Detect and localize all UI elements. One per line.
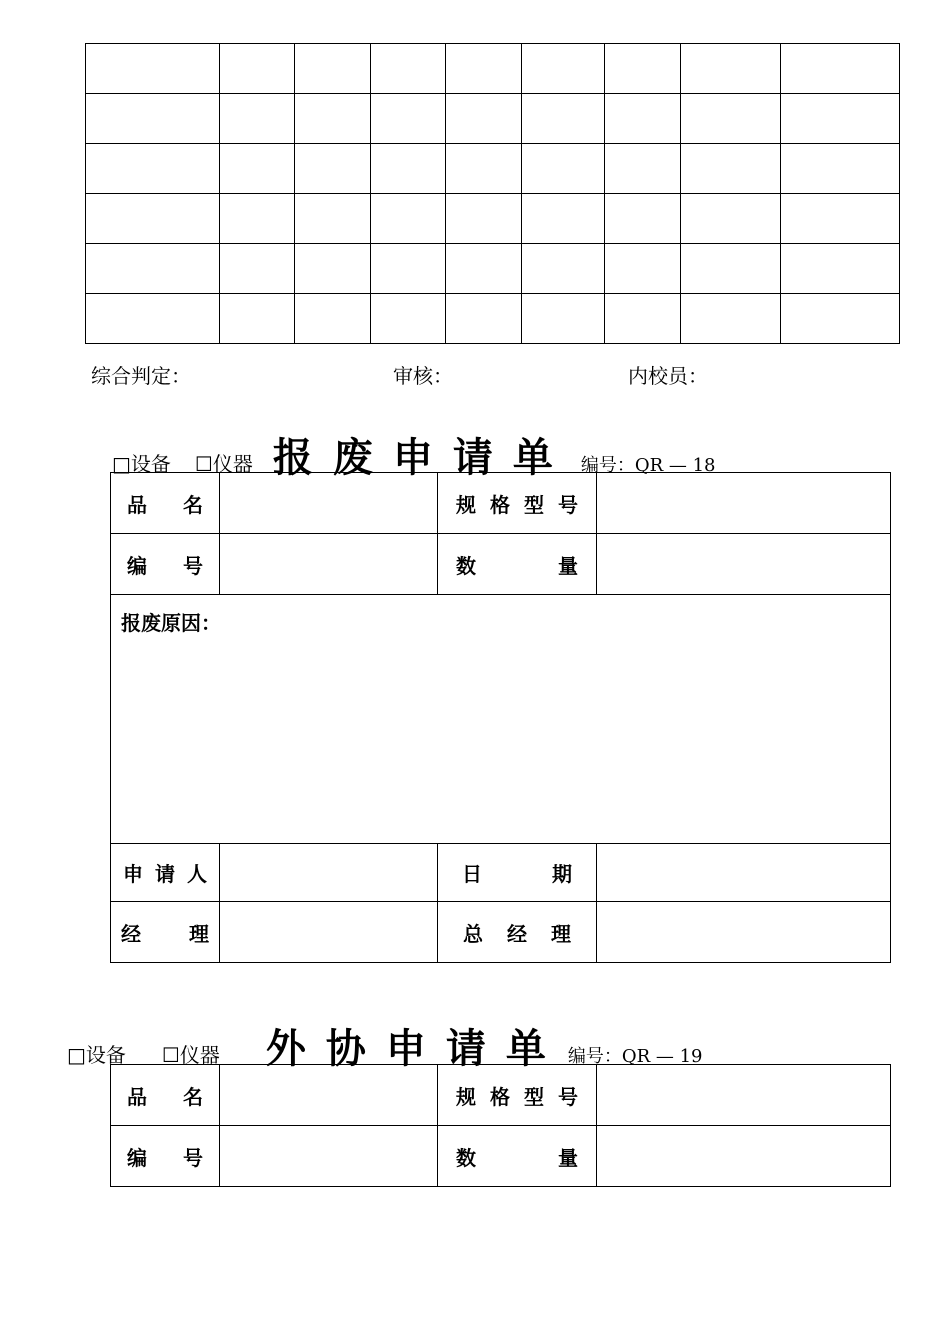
- label-char: 型: [524, 492, 544, 517]
- grid-cell[interactable]: [522, 44, 605, 94]
- grid-cell[interactable]: [295, 94, 371, 144]
- grid-cell[interactable]: [681, 144, 781, 194]
- grid-cell[interactable]: [522, 244, 605, 294]
- quantity-label-cell: [438, 1126, 597, 1187]
- grid-cell[interactable]: [522, 94, 605, 144]
- spec-value-cell[interactable]: [597, 473, 891, 534]
- grid-cell[interactable]: [295, 144, 371, 194]
- grid-cell[interactable]: [681, 244, 781, 294]
- quantity-value-cell[interactable]: [597, 1126, 891, 1187]
- grid-cell[interactable]: [86, 44, 220, 94]
- review-label: 审核：: [393, 364, 453, 388]
- label-char: 量: [558, 1145, 578, 1170]
- grid-cell[interactable]: [605, 44, 681, 94]
- grid-cell[interactable]: [86, 294, 220, 344]
- scrap-form-title: 报废申请单: [272, 434, 573, 481]
- grid-row: [86, 144, 900, 194]
- label-char: 品: [127, 492, 147, 517]
- grid-cell[interactable]: [781, 94, 900, 144]
- grid-cell[interactable]: [522, 144, 605, 194]
- grid-cell[interactable]: [446, 194, 522, 244]
- grid-cell[interactable]: [220, 94, 295, 144]
- label-char: 名: [183, 492, 203, 517]
- label-char: 名: [183, 1084, 203, 1109]
- equipment-checkbox[interactable]: □设备: [67, 1043, 126, 1067]
- grid-cell[interactable]: [371, 294, 446, 344]
- grid-cell[interactable]: [781, 294, 900, 344]
- scrap-reason-label: 报废原因：: [121, 611, 221, 635]
- grid-cell[interactable]: [681, 94, 781, 144]
- outsource-form-code: 编号：QR — 19: [567, 1046, 703, 1067]
- applicant-value-cell[interactable]: [220, 844, 438, 902]
- grid-cell[interactable]: [295, 44, 371, 94]
- label-char: 申: [123, 862, 143, 886]
- grid-cell[interactable]: [681, 294, 781, 344]
- grid-cell[interactable]: [295, 194, 371, 244]
- name-label-cell: [111, 1065, 220, 1126]
- equipment-checkbox[interactable]: □设备: [112, 452, 171, 476]
- grid-cell[interactable]: [605, 94, 681, 144]
- label-char: 号: [558, 492, 578, 517]
- grid-cell[interactable]: [522, 294, 605, 344]
- label-char: 理: [189, 921, 209, 946]
- grid-cell[interactable]: [220, 44, 295, 94]
- manager-value-cell[interactable]: [220, 902, 438, 963]
- label-char: 号: [183, 1145, 203, 1170]
- grid-cell[interactable]: [446, 44, 522, 94]
- grid-cell[interactable]: [371, 144, 446, 194]
- grid-cell[interactable]: [446, 94, 522, 144]
- date-label-cell: [438, 844, 597, 902]
- grid-row: [86, 44, 900, 94]
- grid-cell[interactable]: [220, 194, 295, 244]
- grid-cell[interactable]: [220, 244, 295, 294]
- grid-cell[interactable]: [446, 244, 522, 294]
- grid-cell[interactable]: [446, 144, 522, 194]
- grid-cell[interactable]: [86, 194, 220, 244]
- grid-cell[interactable]: [605, 144, 681, 194]
- outsource-request-form: [110, 1064, 891, 1187]
- number-label-cell: [111, 534, 220, 595]
- label-char: 规: [456, 1084, 476, 1109]
- label-char: 编: [127, 553, 147, 578]
- instrument-checkbox[interactable]: ☐仪器: [194, 452, 253, 476]
- calibrator-label: 内校员：: [628, 364, 708, 388]
- name-value-cell[interactable]: [220, 473, 438, 534]
- number-value-cell[interactable]: [220, 1126, 438, 1187]
- scrap-reason-cell[interactable]: [111, 595, 891, 844]
- grid-cell[interactable]: [446, 294, 522, 344]
- label-char: 数: [456, 1145, 476, 1170]
- grid-cell[interactable]: [681, 194, 781, 244]
- instrument-checkbox[interactable]: ☐仪器: [161, 1043, 220, 1067]
- number-label-cell: [111, 1126, 220, 1187]
- grid-row: [86, 244, 900, 294]
- grid-cell[interactable]: [371, 94, 446, 144]
- grid-cell[interactable]: [295, 294, 371, 344]
- grid-cell[interactable]: [86, 144, 220, 194]
- grid-cell[interactable]: [220, 294, 295, 344]
- grid-row: [86, 94, 900, 144]
- grid-cell[interactable]: [781, 194, 900, 244]
- number-value-cell[interactable]: [220, 534, 438, 595]
- gm-label-cell: [438, 902, 597, 963]
- label-char: 量: [558, 553, 578, 578]
- date-value-cell[interactable]: [597, 844, 891, 902]
- label-char: 日: [462, 862, 482, 886]
- label-char: 格: [490, 492, 510, 517]
- label-char: 号: [558, 1084, 578, 1109]
- grid-cell[interactable]: [781, 44, 900, 94]
- gm-value-cell[interactable]: [597, 902, 891, 963]
- label-char: 期: [552, 862, 572, 886]
- grid-cell[interactable]: [781, 144, 900, 194]
- judgement-label: 综合判定：: [91, 364, 191, 388]
- quantity-value-cell[interactable]: [597, 534, 891, 595]
- grid-row: [86, 194, 900, 244]
- label-char: 理: [551, 921, 571, 946]
- grid-cell[interactable]: [371, 194, 446, 244]
- grid-cell[interactable]: [605, 294, 681, 344]
- grid-cell[interactable]: [681, 44, 781, 94]
- scrap-request-form: [110, 472, 891, 963]
- outsource-form-title: 外协申请单: [265, 1025, 566, 1072]
- label-char: 人: [187, 862, 207, 886]
- grid-cell[interactable]: [781, 244, 900, 294]
- label-char: 经: [507, 921, 527, 946]
- label-char: 请: [155, 862, 175, 886]
- grid-cell[interactable]: [220, 144, 295, 194]
- grid-cell[interactable]: [605, 244, 681, 294]
- grid-cell[interactable]: [86, 94, 220, 144]
- grid-cell[interactable]: [295, 244, 371, 294]
- scrap-form-code: 编号：QR — 18: [580, 455, 716, 476]
- grid-cell[interactable]: [522, 194, 605, 244]
- grid-cell[interactable]: [371, 244, 446, 294]
- label-char: 编: [127, 1145, 147, 1170]
- label-char: 品: [127, 1084, 147, 1109]
- label-char: 号: [183, 553, 203, 578]
- grid-cell[interactable]: [371, 44, 446, 94]
- spec-label-cell: [438, 473, 597, 534]
- applicant-label-cell: [111, 844, 220, 902]
- label-char: 规: [456, 492, 476, 517]
- inspection-record-grid: [85, 43, 900, 344]
- label-char: 经: [121, 921, 141, 946]
- manager-label-cell: [111, 902, 220, 963]
- label-char: 总: [463, 921, 483, 946]
- name-label-cell: [111, 473, 220, 534]
- name-value-cell[interactable]: [220, 1065, 438, 1126]
- label-char: 格: [490, 1084, 510, 1109]
- grid-cell[interactable]: [605, 194, 681, 244]
- quantity-label-cell: [438, 534, 597, 595]
- spec-value-cell[interactable]: [597, 1065, 891, 1126]
- label-char: 数: [456, 553, 476, 578]
- label-char: 型: [524, 1084, 544, 1109]
- grid-row: [86, 294, 900, 344]
- spec-label-cell: [438, 1065, 597, 1126]
- grid-cell[interactable]: [86, 244, 220, 294]
